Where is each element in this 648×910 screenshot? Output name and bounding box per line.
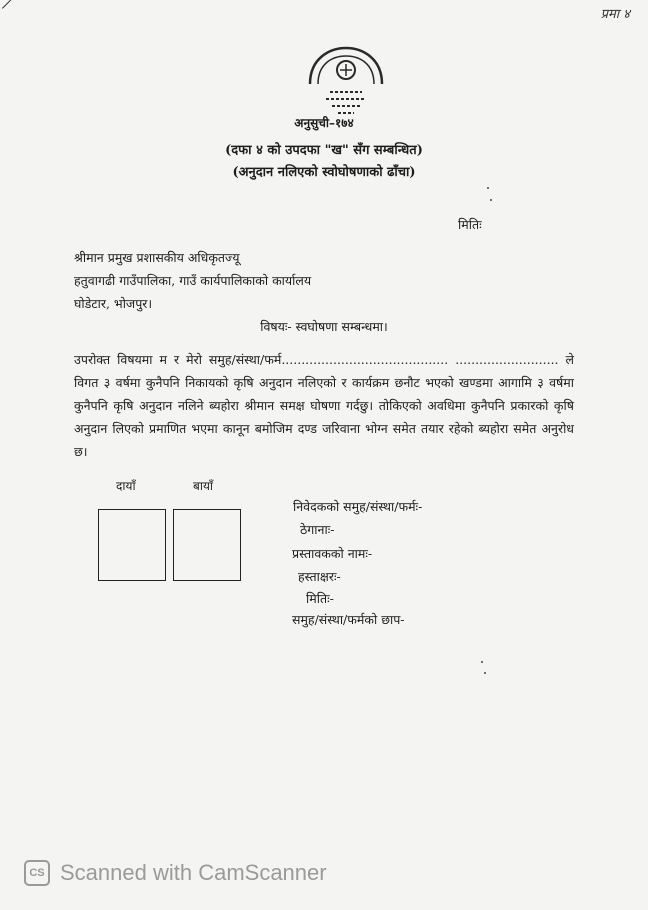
scan-speck	[484, 672, 486, 674]
scan-speck	[481, 661, 483, 663]
right-thumbprint-box	[98, 509, 166, 581]
declaration-paragraph: उपरोक्त विषयमा म र मेरो समुह/संस्था/फर्म.......................................... .......................... ले विगत ३ वर्षमा कुनैपनि निकायको कृषि अनुदान नलिएको र कार्यक्रम छनौट भएको खण्डमा आगामि ३ वर्षमा कुनैपनि कृषि अनुदान नलिने ब्यहोरा श्रीमान समक्ष घोषणा गर्दछु। तोकिएको अवधिमा कुनैपनि प्रकारको कृषि अनुदान लिएको प्रमाणित भएमा कानून बमोजिम दण्ड जरिवाना भोग्न समेत तयार रहेको ब्यहोरा समेत अनुरोध छ।	[74, 352, 574, 459]
recipient-location: घोडेटार, भोजपुर।	[74, 296, 153, 311]
subject-line: विषयः- स्वघोषणा सम्बन्धमा।	[260, 319, 388, 334]
date-field: मितिः-	[306, 591, 334, 606]
right-thumb-label: दायाँ	[116, 479, 136, 493]
applicant-org-field: निवेदकको समुह/संस्था/फर्मः-	[293, 499, 423, 514]
scan-speck	[487, 187, 489, 189]
heading-line-2: (अनुदान नलिएको स्वोघोषणाको ढाँचा)	[232, 165, 416, 180]
recipient-title: श्रीमान प्रमुख प्रशासकीय अधिकृतज्यू	[74, 250, 240, 265]
signature-field: हस्ताक्षरः-	[298, 569, 341, 584]
annex-label: अनुसुची–१७४	[294, 116, 354, 130]
scan-speck	[490, 199, 492, 201]
camscanner-watermark	[24, 857, 327, 889]
municipality-seal-icon	[300, 44, 392, 124]
stamp-field: समुह/संस्था/फर्मको छाप-	[292, 612, 405, 627]
camscanner-logo-icon: CS	[24, 860, 50, 886]
watermark-text: Scanned with CamScanner	[60, 860, 327, 885]
heading-line-1: (दफा ४ को उपदफा "ख" सँग सम्बन्धित)	[225, 143, 423, 158]
corner-fold-mark	[2, 0, 59, 37]
recipient-office: हतुवागढी गाउँपालिका, गाउँ कार्यपालिकाको कार्यालय	[74, 273, 312, 288]
left-thumbprint-box	[173, 509, 241, 581]
left-thumb-label: बायाँ	[193, 479, 214, 493]
date-label: मितिः	[458, 217, 482, 232]
proposer-name-field: प्रस्तावकको नामः-	[292, 546, 373, 561]
handwritten-note: प्रमा ४	[600, 7, 630, 22]
address-field: ठेगानाः-	[300, 522, 335, 537]
